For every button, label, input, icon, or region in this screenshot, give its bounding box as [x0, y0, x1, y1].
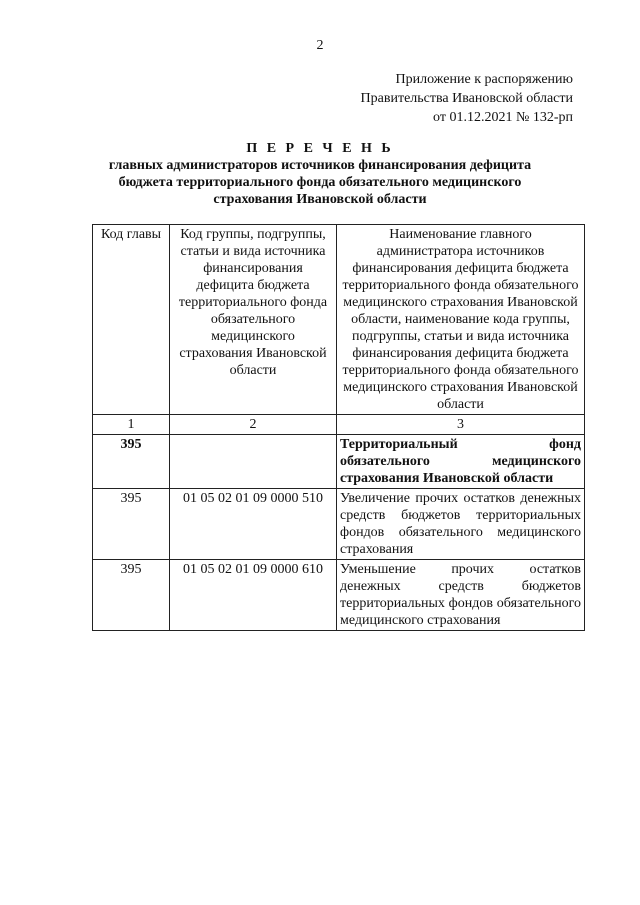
document-title — [80, 140, 560, 208]
header-cell-name: Наименование главного администратора источников финансирования дефицита бюджета территориального фонда обязательного медицинского страхования Ивановской области, наименование кода группы, подгруппы, статьи и вида источника финансирования дефицита бюджета территориального фонда обязательного медицинского страхования Ивановской области — [337, 225, 585, 415]
row-name: Уменьшение прочих остатков денежных средств бюджетов территориальных фондов обязательного медицинского страхования — [337, 560, 585, 631]
page-number: 2 — [316, 38, 324, 53]
table-header-row — [93, 225, 585, 415]
administrators-table — [92, 224, 585, 631]
row-group-code — [170, 435, 337, 489]
title-main: П Е Р Е Ч Е Н Ь — [246, 141, 394, 156]
appendix-date-line: от 01.12.2021 № 132-рп — [433, 110, 573, 125]
row-code: 395 — [93, 489, 170, 560]
header-cell-code: Код главы — [93, 225, 170, 415]
row-group-code: 01 05 02 01 09 0000 510 — [170, 489, 337, 560]
appendix-note — [361, 70, 573, 127]
table-row — [93, 435, 585, 489]
appendix-line: Правительства Ивановской области — [360, 91, 573, 106]
table-row — [93, 489, 585, 560]
title-subline: бюджета территориального фонда обязательного медицинского — [118, 175, 522, 190]
column-number-row — [93, 415, 585, 435]
row-name: Увеличение прочих остатков денежных средств бюджетов территориальных фондов обязательного медицинского страхования — [337, 489, 585, 560]
row-group-code: 01 05 02 01 09 0000 610 — [170, 560, 337, 631]
appendix-line: Приложение к распоряжению — [395, 72, 573, 87]
row-code: 395 — [93, 435, 170, 489]
column-number: 1 — [93, 415, 170, 435]
title-subline: главных администраторов источников финансирования дефицита — [108, 158, 532, 173]
column-number: 2 — [170, 415, 337, 435]
column-number: 3 — [337, 415, 585, 435]
title-subline: страхования Ивановской области — [213, 192, 427, 207]
row-code: 395 — [93, 560, 170, 631]
row-name: Территориальный фонд обязательного медицинского страхования Ивановской области — [337, 435, 585, 489]
header-cell-group-code: Код группы, подгруппы, статьи и вида источника финансирования дефицита бюджета территориального фонда обязательного медицинского страхования Ивановской области — [170, 225, 337, 415]
table-row — [93, 560, 585, 631]
